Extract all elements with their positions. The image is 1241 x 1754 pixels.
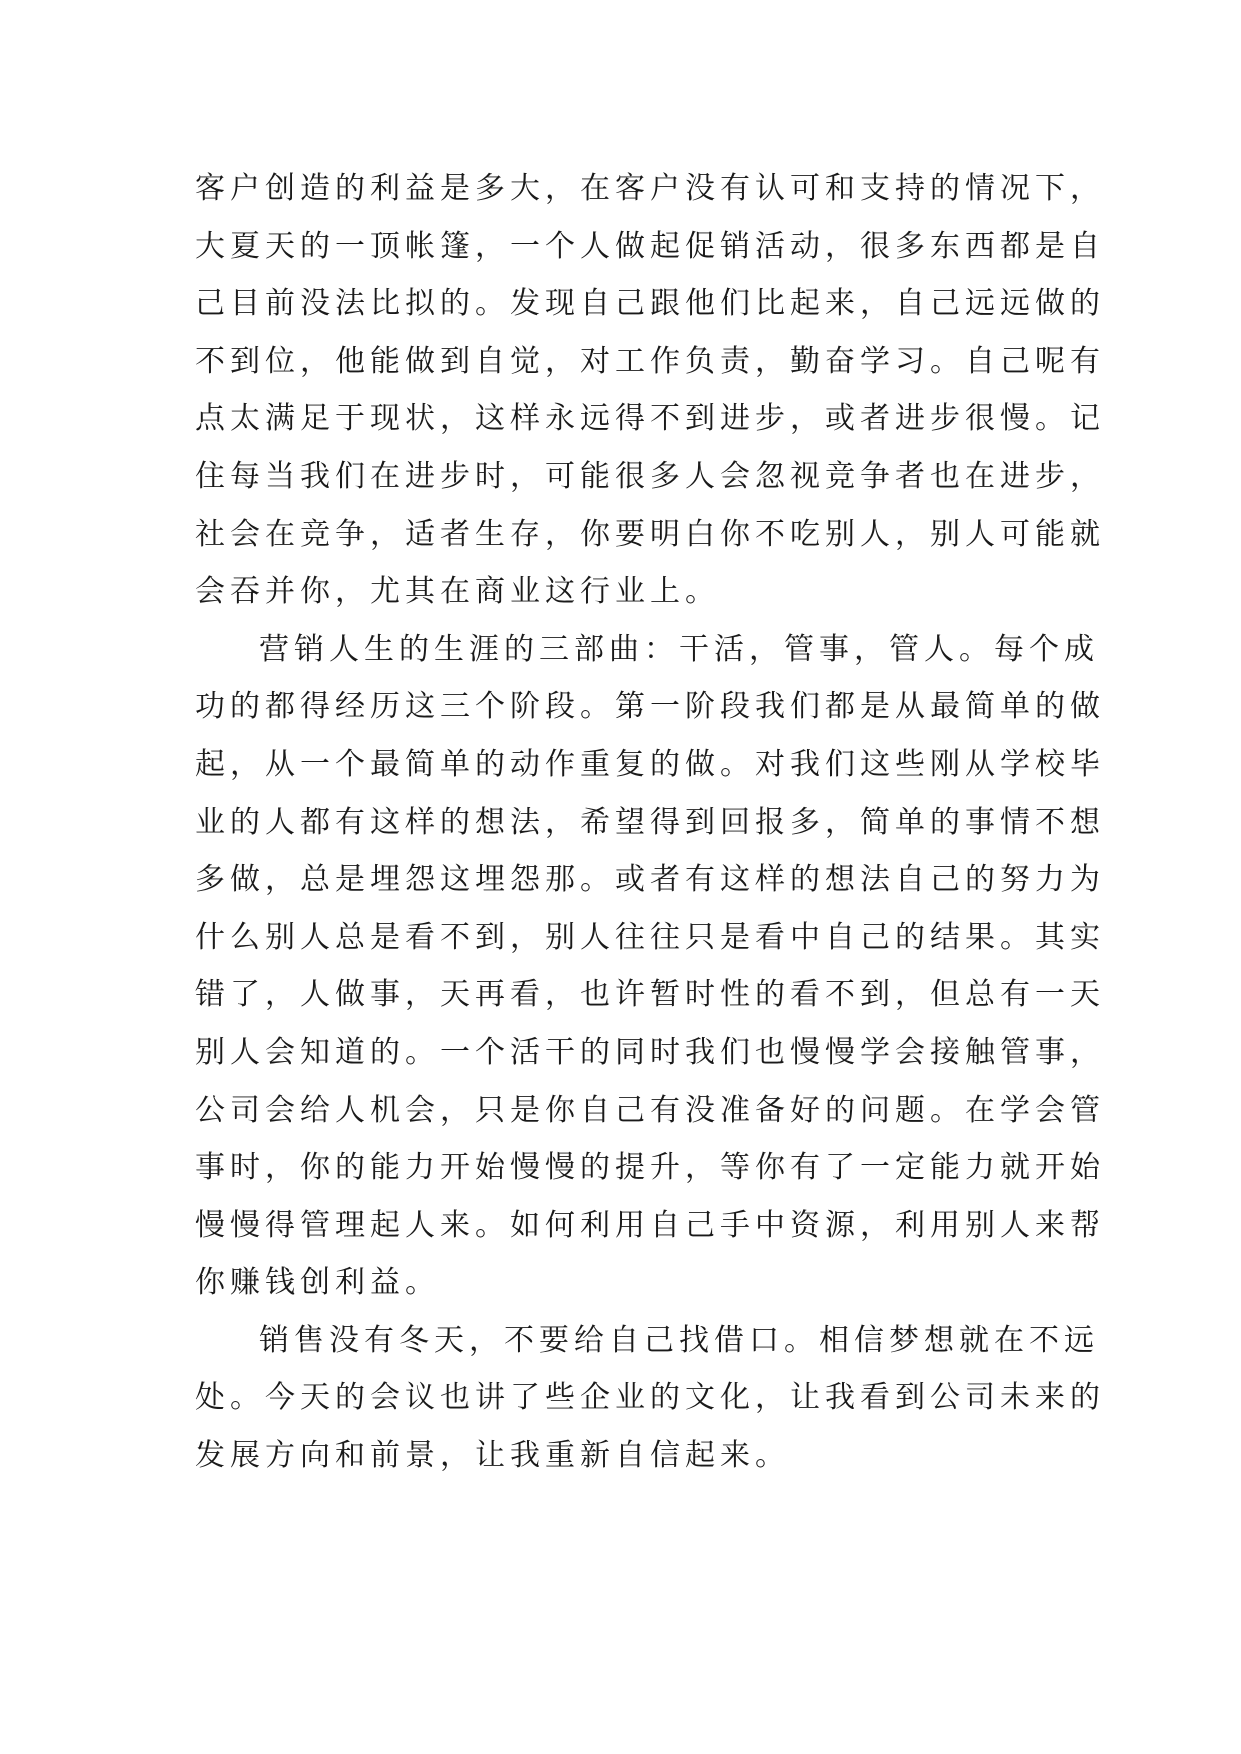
paragraph-2 bbox=[195, 621, 1105, 1312]
document-body bbox=[195, 160, 1105, 1485]
text-line: 会吞并你，尤其在商业这行业上。 bbox=[195, 574, 720, 610]
paragraph-1 bbox=[195, 160, 1105, 621]
text-line: 别人会知道的。一个活干的同时我们也慢慢学会接触管事， bbox=[195, 1034, 1105, 1070]
text-line: 公司会给人机会，只是你自己有没准备好的问题。在学会管 bbox=[195, 1092, 1105, 1128]
text-line: 错了，人做事，天再看，也许暂时性的看不到，但总有一天 bbox=[195, 977, 1105, 1013]
text-line: 营销人生的生涯的三部曲：干活，管事，管人。每个成 bbox=[259, 631, 1099, 667]
text-line: 社会在竞争，适者生存，你要明白你不吃别人，别人可能就 bbox=[195, 516, 1105, 552]
text-line: 多做，总是埋怨这埋怨那。或者有这样的想法自己的努力为 bbox=[195, 862, 1105, 898]
text-line: 点太满足于现状，这样永远得不到进步，或者进步很慢。记 bbox=[195, 401, 1105, 437]
text-line: 业的人都有这样的想法，希望得到回报多，简单的事情不想 bbox=[195, 804, 1105, 840]
text-line: 起，从一个最简单的动作重复的做。对我们这些刚从学校毕 bbox=[195, 746, 1105, 782]
text-line: 你赚钱创利益。 bbox=[195, 1265, 440, 1301]
text-line: 销售没有冬天，不要给自己找借口。相信梦想就在不远 bbox=[259, 1322, 1099, 1358]
text-line: 什么别人总是看不到，别人往往只是看中自己的结果。其实 bbox=[195, 919, 1105, 955]
text-line: 己目前没法比拟的。发现自己跟他们比起来，自己远远做的 bbox=[195, 286, 1105, 322]
paragraph-3 bbox=[195, 1312, 1105, 1485]
text-line: 客户创造的利益是多大，在客户没有认可和支持的情况下， bbox=[195, 171, 1105, 206]
text-line: 功的都得经历这三个阶段。第一阶段我们都是从最简单的做 bbox=[195, 689, 1105, 725]
text-line: 发展方向和前景，让我重新自信起来。 bbox=[195, 1438, 790, 1474]
text-line: 大夏天的一顶帐篷，一个人做起促销活动，很多东西都是自 bbox=[195, 228, 1105, 264]
text-line: 不到位，他能做到自觉，对工作负责，勤奋学习。自己呢有 bbox=[195, 343, 1105, 379]
text-line: 住每当我们在进步时，可能很多人会忽视竞争者也在进步， bbox=[195, 458, 1105, 494]
text-line: 事时，你的能力开始慢慢的提升，等你有了一定能力就开始 bbox=[195, 1150, 1105, 1186]
text-line: 慢慢得管理起人来。如何利用自己手中资源，利用别人来帮 bbox=[195, 1207, 1105, 1243]
text-line: 处。今天的会议也讲了些企业的文化，让我看到公司未来的 bbox=[195, 1380, 1105, 1416]
